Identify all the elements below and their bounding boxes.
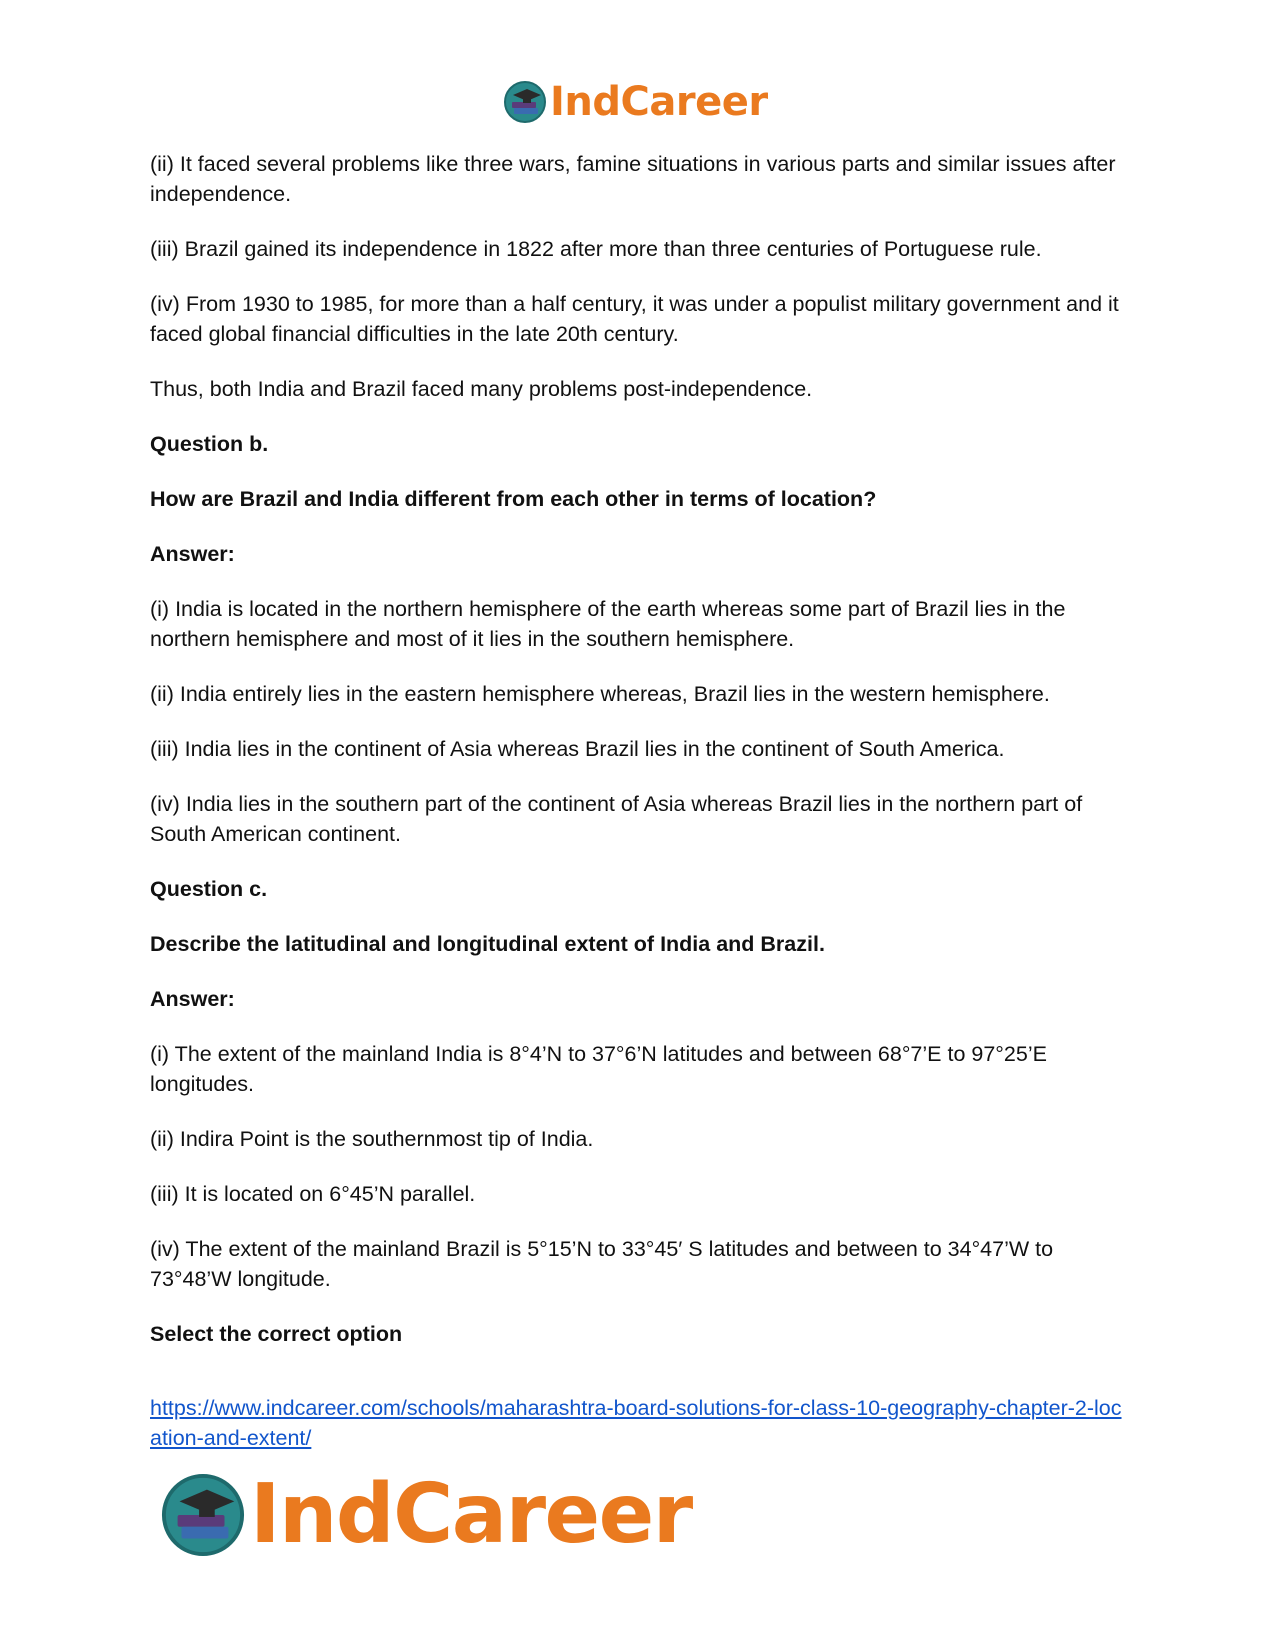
body-paragraph: (ii) It faced several problems like three wars, famine situations in various parts and similar issues after independence. bbox=[150, 152, 1116, 206]
heading-paragraph: Answer: bbox=[150, 542, 235, 566]
body-paragraph: (iii) India lies in the continent of Asia whereas Brazil lies in the continent of South America. bbox=[150, 737, 1005, 761]
body-paragraph: (iv) The extent of the mainland Brazil is 5°15’N to 33°45′ S latitudes and between to 34°47’W to 73°48’W longitude. bbox=[150, 1237, 1054, 1291]
body-paragraph: (i) The extent of the mainland India is 8°4’N to 37°6’N latitudes and between 68°7’E to 97°25’E longitudes. bbox=[150, 1042, 1047, 1096]
body-paragraph: (iii) Brazil gained its independence in 1822 after more than three centuries of Portuguese rule. bbox=[150, 237, 1042, 261]
body-paragraph: Thus, both India and Brazil faced many problems post-independence. bbox=[150, 377, 813, 401]
indcareer-logo-icon bbox=[160, 1472, 246, 1558]
body-paragraph: (iv) India lies in the southern part of the continent of Asia whereas Brazil lies in the northern part of South American continent. bbox=[150, 792, 1083, 846]
heading-paragraph: How are Brazil and India different from each other in terms of location? bbox=[150, 487, 877, 511]
heading-paragraph: Describe the latitudinal and longitudinal extent of India and Brazil. bbox=[150, 932, 825, 956]
body-paragraph: (iv) From 1930 to 1985, for more than a half century, it was under a populist military government and it faced global financial difficulties in the late 20th century. bbox=[150, 292, 1119, 346]
body-paragraph: (i) India is located in the northern hemisphere of the earth whereas some part of Brazil lies in the northern hemisphere and most of it lies in the southern hemisphere. bbox=[150, 597, 1066, 651]
footer-logo bbox=[160, 1467, 692, 1562]
document-body bbox=[150, 149, 1130, 1374]
heading-paragraph: Answer: bbox=[150, 987, 235, 1011]
source-link[interactable]: https://www.indcareer.com/schools/maharashtra-board-solutions-for-class-10-geography-chapter-2-location-and-extent/ bbox=[150, 1396, 1122, 1450]
body-paragraph: (iii) It is located on 6°45’N parallel. bbox=[150, 1182, 476, 1206]
body-paragraph: (ii) India entirely lies in the eastern hemisphere whereas, Brazil lies in the western hemisphere. bbox=[150, 682, 1050, 706]
heading-paragraph: Question c. bbox=[150, 877, 268, 901]
brand-wordmark: IndCareer bbox=[250, 1467, 692, 1562]
body-paragraph: (ii) Indira Point is the southernmost tip of India. bbox=[150, 1127, 594, 1151]
indcareer-logo-icon bbox=[503, 80, 547, 124]
header-logo bbox=[503, 80, 768, 124]
heading-paragraph: Question b. bbox=[150, 432, 269, 456]
heading-paragraph: Select the correct option bbox=[150, 1322, 403, 1346]
brand-wordmark: IndCareer bbox=[550, 79, 768, 125]
